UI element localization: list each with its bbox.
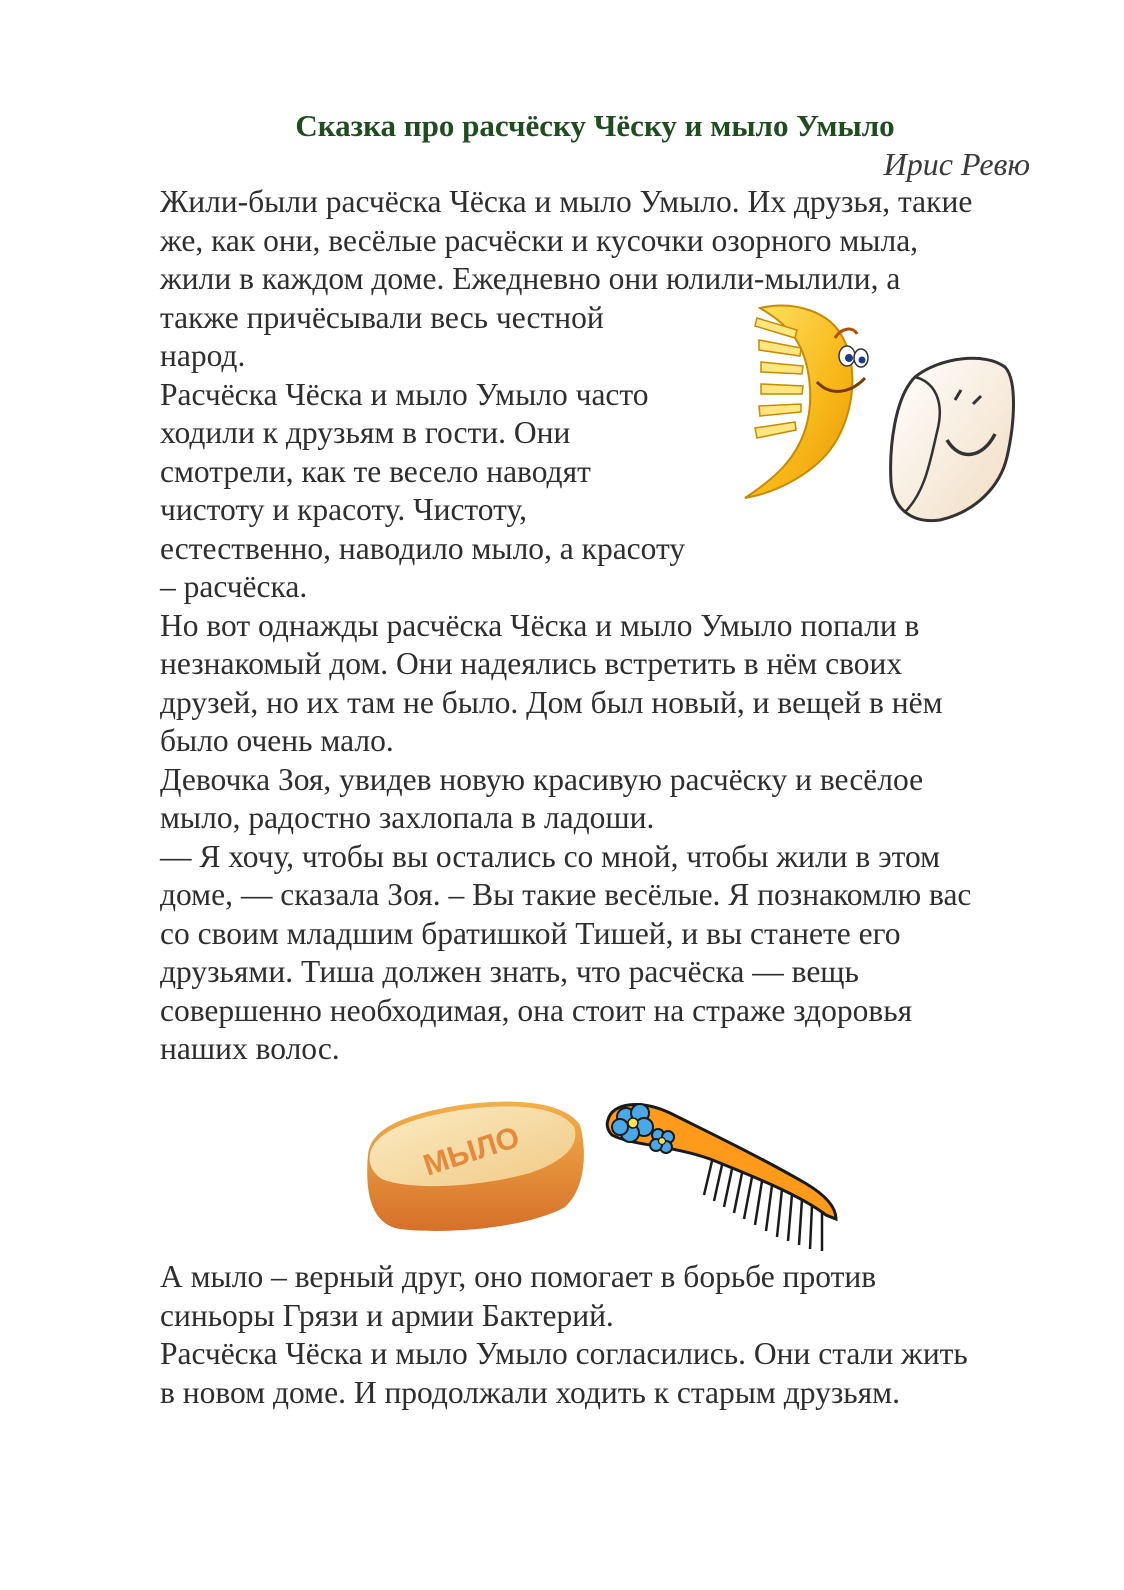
smiling-soap-illustration [885, 352, 1020, 527]
text-line: друзей, но их там не было. Дом был новый, и вещей в нём [160, 685, 943, 720]
text-line: в новом доме. И продолжали ходить к старым друзьям. [160, 1375, 900, 1410]
flower-icon [650, 1129, 674, 1153]
soap-bar-illustration [360, 1095, 590, 1237]
story-title: Сказка про расчёску Чёску и мыло Умыло [295, 108, 895, 143]
soap-bar-label: МЫЛО [419, 1120, 524, 1183]
text-line: – расчёска. [160, 569, 308, 604]
text-line: Жили-были расчёска Чёска и мыло Умыло. Их друзья, такие [160, 184, 973, 219]
text-line: со своим младшим братишкой Тишей, и вы станете его [160, 916, 901, 951]
text-line: также причёсывали весь честной [160, 300, 604, 335]
text-line: наших волос. [160, 1031, 340, 1066]
text-line: незнакомый дом. Они надеялись встретить в нём своих [160, 646, 903, 681]
text-line: — Я хочу, чтобы вы остались со мной, чтобы жили в этом [160, 839, 941, 874]
text-line: Девочка Зоя, увидев новую красивую расчёску и весёлое [160, 762, 924, 797]
smiling-comb-illustration [735, 300, 880, 505]
text-line: было очень мало. [160, 723, 394, 758]
text-line: ходили к друзьям в гости. Они [160, 415, 571, 450]
text-line: же, как они, весёлые расчёски и кусочки озорного мыла, [160, 223, 919, 258]
text-line: совершенно необходимая, она стоит на страже здоровья [160, 993, 913, 1028]
text-line: Расчёска Чёска и мыло Умыло часто [160, 377, 649, 412]
orange-comb-illustration [600, 1095, 845, 1255]
text-line: народ. [160, 338, 246, 373]
text-line: смотрели, как те весело наводят [160, 454, 591, 489]
text-line: чистоту и красоту. Чистоту, [160, 492, 527, 527]
text-line: Расчёска Чёска и мыло Умыло согласились. Они стали жить [160, 1336, 968, 1371]
text-line: синьоры Грязи и армии Бактерий. [160, 1298, 614, 1333]
text-line: естественно, наводило мыло, а красоту [160, 531, 686, 566]
text-line: А мыло – верный друг, оно помогает в борьбе против [160, 1259, 877, 1294]
text-line: доме, — сказала Зоя. – Вы такие весёлые. Я познакомлю вас [160, 877, 972, 912]
story-author: Ирис Ревю [883, 146, 1030, 182]
text-line: мыло, радостно захлопала в ладоши. [160, 800, 655, 835]
text-line: жили в каждом доме. Ежедневно они юлили-мылили, а [160, 261, 901, 296]
text-line: друзьями. Тиша должен знать, что расчёска — вещь [160, 954, 859, 989]
text-line: Но вот однажды расчёска Чёска и мыло Умыло попали в [160, 608, 920, 643]
